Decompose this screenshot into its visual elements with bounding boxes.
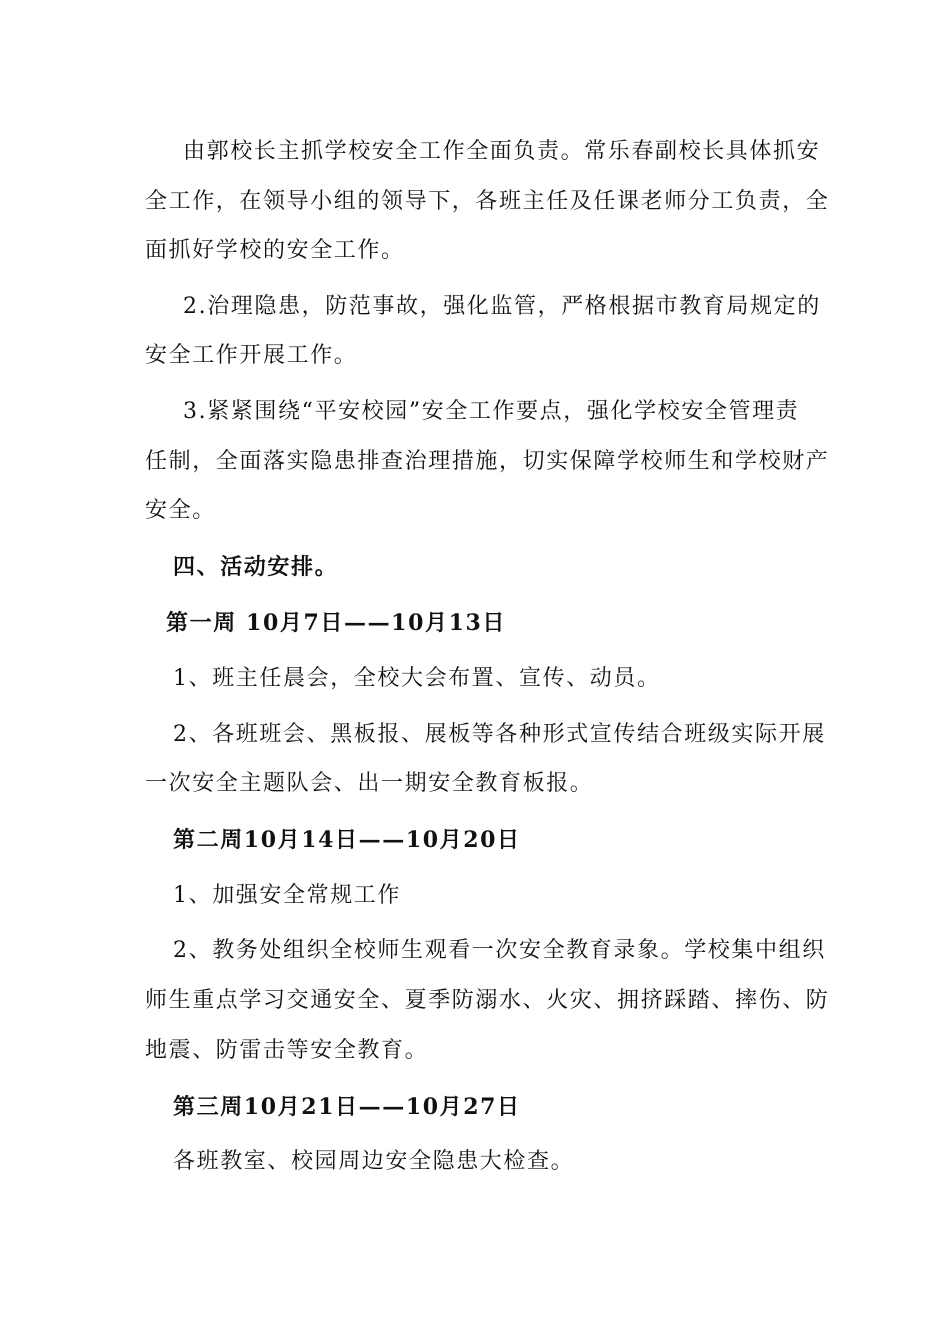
paragraph-line: 2.治理隐患，防范事故，强化监管，严格根据市教育局规定的 — [183, 294, 821, 319]
list-item: 1、班主任晨会，全校大会布置、宣传、动员。 — [173, 666, 661, 691]
list-item: 2、各班班会、黑板报、展板等各种形式宣传结合班级实际开展 — [173, 722, 826, 747]
list-item: 各班教室、校园周边安全隐患大检查。 — [173, 1149, 575, 1174]
week-heading: 第二周10月14日——10月20日 — [173, 827, 521, 853]
section-heading: 四、活动安排。 — [173, 554, 339, 580]
paragraph-line: 全工作，在领导小组的领导下，各班主任及任课老师分工负责，全 — [145, 189, 830, 214]
paragraph-line: 3.紧紧围绕“平安校园”安全工作要点，强化学校安全管理责 — [183, 399, 800, 424]
list-item: 一次安全主题队会、出一期安全教育板报。 — [145, 771, 594, 796]
paragraph-line: 任制，全面落实隐患排查治理措施，切实保障学校师生和学校财产 — [145, 449, 830, 474]
list-item: 2、教务处组织全校师生观看一次安全教育录象。学校集中组织 — [173, 938, 826, 963]
paragraph-line: 由郭校长主抓学校安全工作全面负责。常乐春副校长具体抓安 — [183, 139, 821, 164]
list-item: 师生重点学习交通安全、夏季防溺水、火灾、拥挤踩踏、摔伤、防 — [145, 988, 830, 1013]
week-heading: 第一周 10月7日——10月13日 — [166, 610, 507, 636]
paragraph-line: 安全工作开展工作。 — [145, 343, 358, 368]
list-item: 1、加强安全常规工作 — [173, 883, 401, 908]
paragraph-line: 安全。 — [145, 498, 216, 523]
week-heading: 第三周10月21日——10月27日 — [173, 1094, 521, 1120]
paragraph-line: 面抓好学校的安全工作。 — [145, 238, 405, 263]
list-item: 地震、防雷击等安全教育。 — [145, 1038, 429, 1063]
